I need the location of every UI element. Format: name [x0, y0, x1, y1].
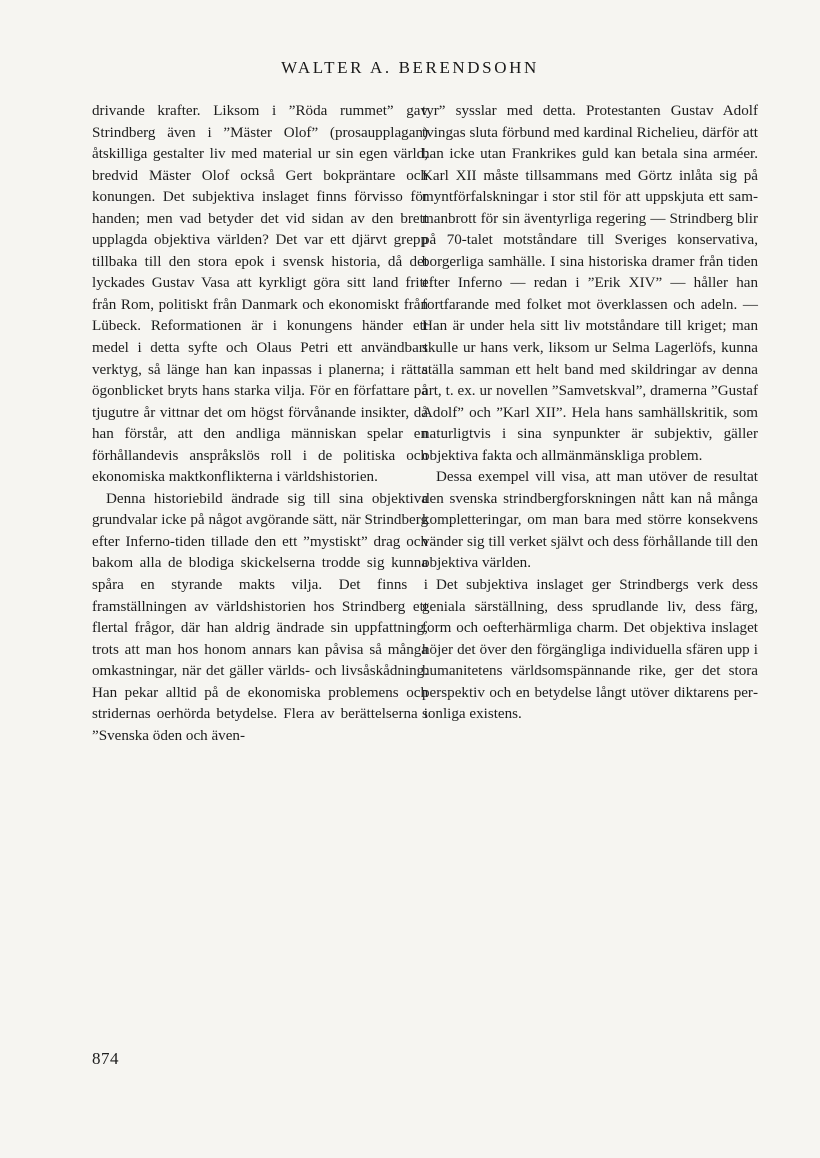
running-header: WALTER A. BERENDSOHN: [281, 58, 539, 77]
right-text-column: [422, 101, 758, 726]
page-number: 874: [92, 1049, 119, 1068]
left-text-column: [92, 101, 428, 747]
paragraph: tyr” sysslar med detta. Protestanten Gustav Adolf tvingas sluta förbund med kardinal Richelieu, därför att han icke utan Frankrikes guld kan betala sina arméer. Karl XII måste tillsammans med Görtz inlåta sig på myntförfalskningar i stor stil för att uppskjuta ett sammanbrott för sin äventyrliga regering — Strindberg blir på 70-talet motståndare till Sveriges konservativa, borgerliga samhälle. I sina historiska dramer från tiden efter Inferno — redan i ”Erik XIV” — håller han fortfarande med folket mot överklassen och adeln. — Han är under hela sitt liv motståndare till kriget; man skulle ur hans verk, liksom ur Selma Lagerlöfs, kunna ställa samman ett helt band med skildringar av denna art, t. ex. ur novellen ”Samvetskval”, dramerna ”Gustaf Adolf” och ”Karl XII”. Hela hans samhällskritik, som naturligtvis i sina synpunkter är subjektiv, gäller objektiva fakta och allmänmänskliga problem.: [422, 103, 758, 464]
paragraph: Det subjektiva inslaget ger Strindbergs verk dess geniala särställning, dess sprudlande liv, dess färg, form och oefterhärmliga charm. Det objektiva inslaget höjer det över den förgängliga individuella sfären upp i humanitetens världsomspännande rike, ger det stora perspektiv och en betydelse långt utöver diktarens personliga existens.: [422, 577, 758, 723]
paragraph: drivande krafter. Liksom i ”Röda rummet” gav Strindberg även i ”Mäster Olof” (prosaupplagan) åtskilliga gestalter liv med material ur sin egen värld, bredvid Mäster Olof också Gert bokpräntare och konungen. Det subjektiva inslaget finns förvisso för handen; men vad betyder det vid sidan av den brett upplagda objektiva världen? Det var ett djärvt grepp tillbaka till den stora epok i svensk historia, då det lyckades Gustav Vasa att kyrkligt göra sitt land fritt från Rom, politiskt från Danmark och ekonomiskt från Lübeck. Reformationen är i konungens händer ett medel i detta syfte och Olaus Petri ett användbart verktyg, så länge han kan inpassas i planerna; i rätta ögonblicket bryts hans starka vilja. För en författare på tjugutre år vittnar det om högst förvånande insikter, då han förstår, att den andliga människan spelar en förhållandevis anspråkslös roll i de politiska och ekonomiska maktkonflikterna i världshistorien.: [92, 103, 428, 486]
paragraph: Denna historiebild ändrade sig till sina objektiva grundvalar icke på något avgörande sätt, när Strindberg efter Inferno-tiden tillade den ett ”mystiskt” drag och bakom alla de blodiga skickelserna trodde sig kunna spåra en styrande makts vilja. Det finns i framställningen av världshistorien hos Strindberg ett flertal frågor, där han aldrig ändrade sin uppfattning, trots att man hos honom annars kan påvisa så många omkastningar, när det gäller världs- och livsåskådning. Han pekar alltid på de ekonomiska problemens och stridernas oerhörda betydelse. Flera av berättelserna i ”Svenska öden och även-: [92, 490, 428, 744]
paragraph: Dessa exempel vill visa, att man utöver de resultat den svenska strindbergforskningen nått kan nå många kompletteringar, om man bara med större konsekvens vänder sig till verket självt och dess förhållande till den objektiva världen.: [422, 469, 758, 572]
